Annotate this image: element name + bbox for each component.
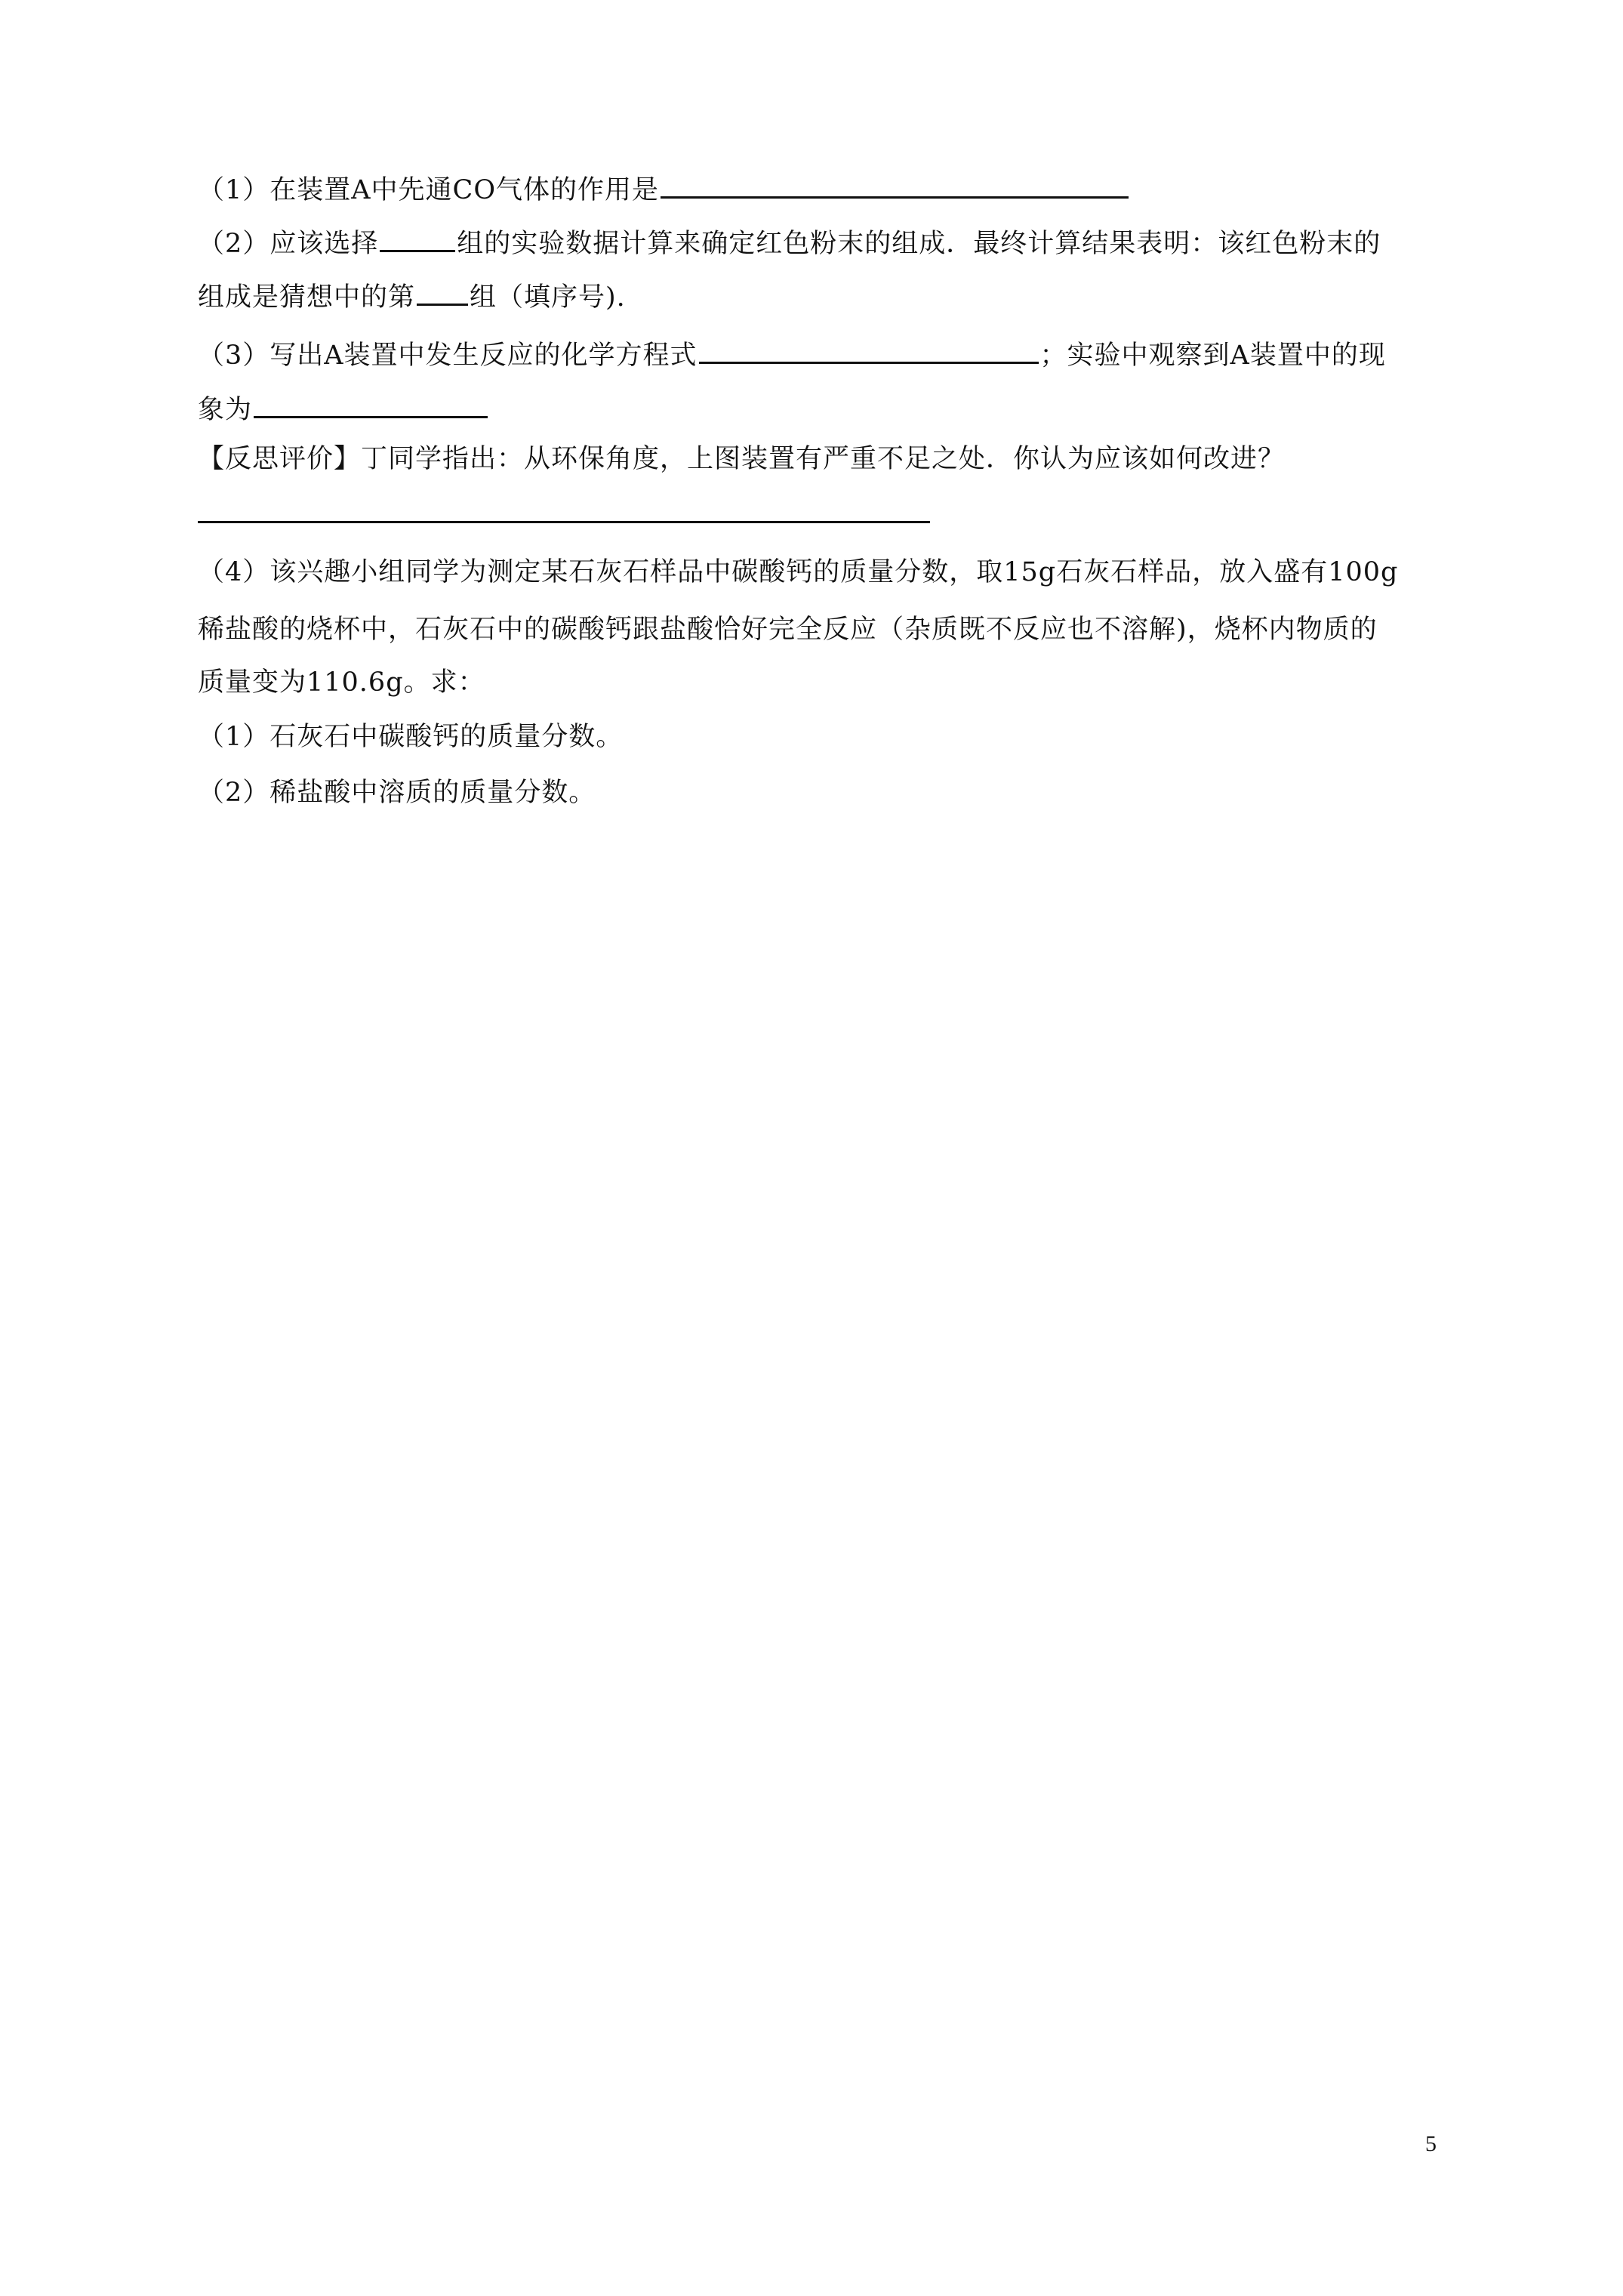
question-4-sub-1: （1）石灰石中碳酸钙的质量分数。	[198, 722, 624, 752]
answer-blank-1[interactable]	[661, 168, 1129, 199]
question-3-line-1	[198, 333, 1386, 374]
question-2-text-a: （2）应该选择	[198, 229, 379, 259]
page-number: 5	[1425, 2131, 1437, 2156]
reflection-text: 丁同学指出：从环保角度，上图装置有严重不足之处．你认为应该如何改进？	[361, 444, 1286, 474]
answer-blank-2a[interactable]	[380, 221, 455, 252]
reflection-line	[198, 441, 1285, 477]
question-3-text-b: ；实验中观察到A装置中的现	[1039, 341, 1386, 371]
question-2-text-d: 组（填序号).	[470, 282, 626, 313]
question-1-line	[198, 168, 1130, 208]
question-2-line-2	[198, 275, 626, 316]
question-4-line-2: 稀盐酸的烧杯中，石灰石中的碳酸钙跟盐酸恰好完全反应（杂质既不反应也不溶解)，烧杯内物质的	[198, 615, 1378, 645]
reflection-answer-blank[interactable]	[198, 521, 930, 523]
reflection-label: 【反思评价】	[198, 444, 362, 474]
question-3-text-c: 象为	[198, 395, 253, 425]
question-1-text: （1）在装置A中先通CO气体的作用是	[198, 175, 660, 205]
question-3-text-a: （3）写出A装置中发生反应的化学方程式	[198, 341, 698, 371]
question-3-line-2	[198, 387, 489, 428]
question-4-line-1: （4）该兴趣小组同学为测定某石灰石样品中碳酸钙的质量分数，取15g石灰石样品，放入盛有100g	[198, 557, 1399, 587]
answer-blank-3a[interactable]	[699, 333, 1039, 364]
answer-blank-2b[interactable]	[417, 275, 468, 306]
question-4-sub-2: （2）稀盐酸中溶质的质量分数。	[198, 778, 596, 808]
question-2-line-1	[198, 221, 1381, 262]
question-4-line-3: 质量变为110.6g。求：	[198, 667, 485, 698]
answer-blank-3b[interactable]	[254, 387, 488, 418]
question-2-text-c: 组成是猜想中的第	[198, 282, 416, 313]
question-2-text-b: 组的实验数据计算来确定红色粉末的组成．最终计算结果表明：该红色粉末的	[457, 229, 1381, 259]
